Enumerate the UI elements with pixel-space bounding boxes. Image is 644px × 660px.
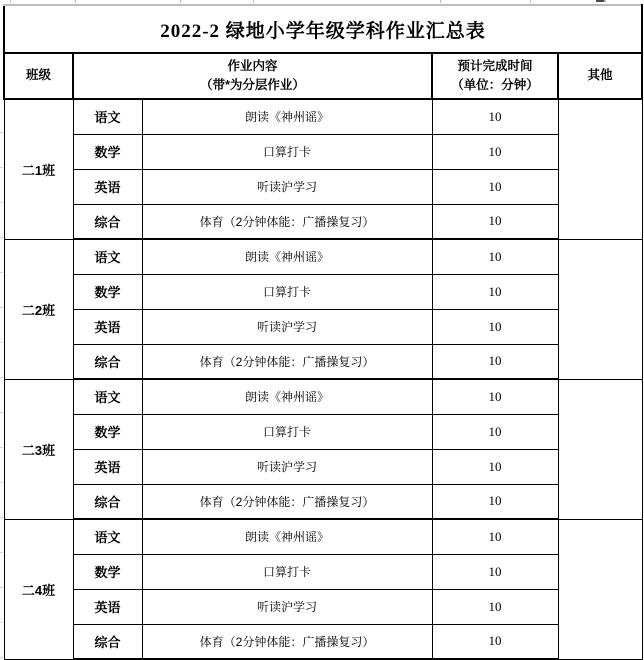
content-cell: 听读沪学习 xyxy=(142,169,432,204)
subject-cell: 数学 xyxy=(73,554,142,589)
time-cell: 10 xyxy=(432,554,558,589)
content-cell: 体育（2分钟体能：广播操复习） xyxy=(142,344,432,379)
homework-row xyxy=(4,344,642,379)
time-cell: 10 xyxy=(432,309,558,344)
time-cell: 10 xyxy=(432,379,558,414)
time-cell: 10 xyxy=(432,99,558,134)
homework-row xyxy=(4,204,642,239)
subject-cell: 数学 xyxy=(73,274,142,309)
gridline-tick xyxy=(75,0,76,3)
subject-cell: 综合 xyxy=(73,624,142,659)
content-cell: 体育（2分钟体能：广播操复习） xyxy=(142,204,432,239)
subject-cell: 英语 xyxy=(73,589,142,624)
time-cell: 10 xyxy=(432,274,558,309)
time-cell: 10 xyxy=(432,414,558,449)
subject-cell: 数学 xyxy=(73,414,142,449)
homework-row xyxy=(4,519,642,554)
homework-row xyxy=(4,554,642,589)
time-cell: 10 xyxy=(432,204,558,239)
gridline-tick xyxy=(530,0,531,3)
subject-cell: 语文 xyxy=(73,239,142,274)
col-header-other: 其他 xyxy=(558,53,642,99)
class-name-cell: 二1班 xyxy=(4,99,73,239)
homework-row xyxy=(4,449,642,484)
homework-row xyxy=(4,274,642,309)
homework-row xyxy=(4,414,642,449)
col-header-time-line2: （单位：分钟） xyxy=(451,78,539,92)
col-header-content xyxy=(73,53,432,99)
content-cell: 口算打卡 xyxy=(142,134,432,169)
content-cell: 口算打卡 xyxy=(142,414,432,449)
content-cell: 体育（2分钟体能：广播操复习） xyxy=(142,484,432,519)
gridline-tick xyxy=(180,0,181,3)
subject-cell: 语文 xyxy=(73,519,142,554)
other-cell xyxy=(558,99,642,239)
homework-row xyxy=(4,624,642,659)
homework-row xyxy=(4,134,642,169)
page-title: 2022-2 绿地小学年级学科作业汇总表 xyxy=(4,5,642,53)
homework-row xyxy=(4,99,642,134)
content-cell: 朗读《神州谣》 xyxy=(142,239,432,274)
time-cell: 10 xyxy=(432,589,558,624)
subject-cell: 综合 xyxy=(73,344,142,379)
subject-cell: 英语 xyxy=(73,449,142,484)
content-cell: 体育（2分钟体能：广播操复习） xyxy=(142,624,432,659)
time-cell: 10 xyxy=(432,624,558,659)
other-cell xyxy=(558,379,642,519)
content-cell: 听读沪学习 xyxy=(142,309,432,344)
other-cell xyxy=(558,519,642,659)
subject-cell: 综合 xyxy=(73,484,142,519)
subject-cell: 英语 xyxy=(73,309,142,344)
gridline-tick xyxy=(10,0,11,3)
gridline-tick xyxy=(440,0,441,3)
col-header-content-line2: （带*为分层作业） xyxy=(200,78,305,92)
subject-cell: 综合 xyxy=(73,204,142,239)
col-header-time xyxy=(432,53,558,99)
class-name-cell: 二2班 xyxy=(4,239,73,379)
homework-row xyxy=(4,169,642,204)
homework-row xyxy=(4,484,642,519)
col-header-time-line1: 预计完成时间 xyxy=(457,58,533,73)
subject-cell: 语文 xyxy=(73,99,142,134)
time-cell: 10 xyxy=(432,484,558,519)
homework-row xyxy=(4,239,642,274)
homework-summary-table xyxy=(3,4,643,660)
content-cell: 朗读《神州谣》 xyxy=(142,519,432,554)
title-row xyxy=(4,5,642,53)
col-header-class: 班级 xyxy=(4,53,73,99)
time-cell: 10 xyxy=(432,519,558,554)
header-row xyxy=(4,53,642,99)
content-cell: 听读沪学习 xyxy=(142,449,432,484)
subject-cell: 数学 xyxy=(73,134,142,169)
time-cell: 10 xyxy=(432,169,558,204)
content-cell: 朗读《神州谣》 xyxy=(142,379,432,414)
homework-row xyxy=(4,589,642,624)
content-cell: 听读沪学习 xyxy=(142,589,432,624)
time-cell: 10 xyxy=(432,344,558,379)
subject-cell: 英语 xyxy=(73,169,142,204)
class-name-cell: 二3班 xyxy=(4,379,73,519)
homework-row xyxy=(4,309,642,344)
col-header-content-line1: 作业内容 xyxy=(227,58,278,73)
time-cell: 10 xyxy=(432,134,558,169)
class-name-cell: 二4班 xyxy=(4,519,73,659)
content-cell: 朗读《神州谣》 xyxy=(142,99,432,134)
subject-cell: 语文 xyxy=(73,379,142,414)
homework-row xyxy=(4,379,642,414)
time-cell: 10 xyxy=(432,239,558,274)
gridline-tick xyxy=(253,0,254,3)
cutoff-cell-mark xyxy=(596,0,606,2)
other-cell xyxy=(558,239,642,379)
time-cell: 10 xyxy=(432,449,558,484)
content-cell: 口算打卡 xyxy=(142,554,432,589)
content-cell: 口算打卡 xyxy=(142,274,432,309)
